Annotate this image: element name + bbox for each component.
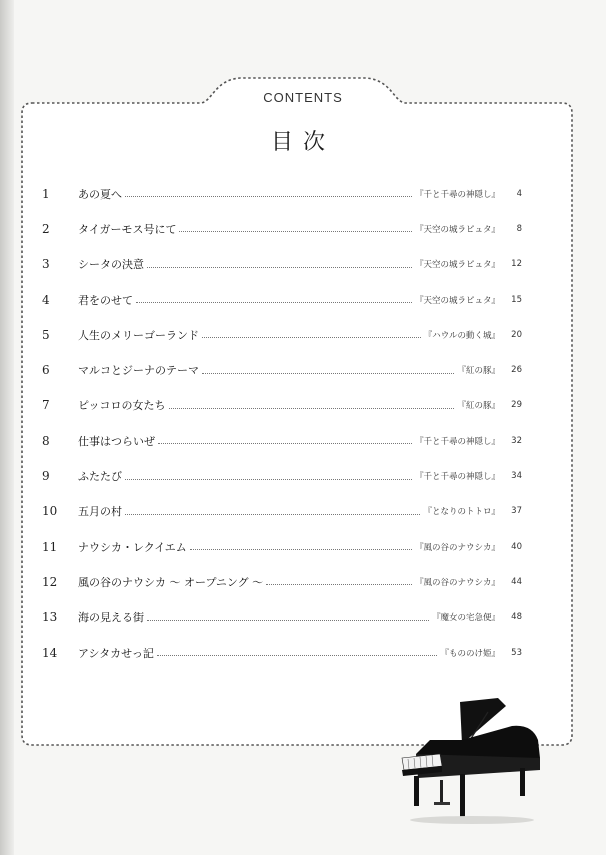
toc-page-number: 4 xyxy=(516,188,522,199)
toc-row-8[interactable] xyxy=(42,423,522,458)
toc-page-number: 12 xyxy=(511,259,522,270)
toc-number: 2 xyxy=(42,221,50,236)
toc-number: 11 xyxy=(42,539,58,554)
table-of-contents xyxy=(42,176,522,670)
toc-song-title: 海の見える街 xyxy=(78,611,144,625)
toc-row-3[interactable] xyxy=(42,247,522,282)
toc-page-number: 15 xyxy=(511,294,522,305)
toc-film-title: 『千と千尋の神隠し』 xyxy=(414,436,500,447)
toc-song-title: ふたたび xyxy=(78,470,122,484)
toc-row-12[interactable] xyxy=(42,564,522,599)
toc-row-7[interactable] xyxy=(42,388,522,423)
toc-film-title: 『風の谷のナウシカ』 xyxy=(414,542,500,553)
toc-dot-leader xyxy=(147,267,412,268)
toc-row-13[interactable] xyxy=(42,600,522,635)
toc-film-title: 『紅の豚』 xyxy=(457,401,500,412)
toc-film-title: 『もののけ姫』 xyxy=(440,648,500,659)
toc-song-title: 風の谷のナウシカ ～ オープニング ～ xyxy=(78,575,264,589)
toc-page-number: 44 xyxy=(511,576,522,587)
toc-number: 10 xyxy=(42,504,58,519)
toc-row-9[interactable] xyxy=(42,458,522,493)
toc-row-5[interactable] xyxy=(42,317,522,352)
toc-number: 7 xyxy=(42,398,50,413)
toc-dot-leader xyxy=(179,231,412,232)
toc-number: 12 xyxy=(42,574,58,589)
toc-page-number: 29 xyxy=(511,400,522,411)
toc-number: 8 xyxy=(42,433,50,448)
toc-dot-leader xyxy=(125,196,412,197)
toc-dot-leader xyxy=(125,514,420,515)
toc-row-10[interactable] xyxy=(42,494,522,529)
toc-row-4[interactable] xyxy=(42,282,522,317)
toc-song-title: タイガーモス号にて xyxy=(78,222,177,236)
toc-number: 14 xyxy=(42,645,58,660)
toc-page-number: 40 xyxy=(511,541,522,552)
toc-dot-leader xyxy=(202,373,454,374)
toc-film-title: 『となりのトトロ』 xyxy=(423,507,500,518)
toc-row-6[interactable] xyxy=(42,352,522,387)
toc-dot-leader xyxy=(169,408,455,409)
toc-number: 4 xyxy=(42,292,50,307)
toc-film-title: 『天空の城ラピュタ』 xyxy=(414,224,500,235)
toc-song-title: あの夏へ xyxy=(78,187,122,201)
toc-song-title: アシタカせっ記 xyxy=(78,646,154,660)
toc-film-title: 『天空の城ラピュタ』 xyxy=(414,260,500,271)
toc-song-title: ナウシカ・レクイエム xyxy=(78,540,187,554)
toc-row-11[interactable] xyxy=(42,529,522,564)
toc-dot-leader xyxy=(266,584,412,585)
toc-song-title: ピッコロの女たち xyxy=(78,399,166,413)
toc-number: 6 xyxy=(42,363,50,378)
toc-song-title: 君をのせて xyxy=(78,293,133,307)
toc-page-number: 53 xyxy=(511,647,522,658)
toc-dot-leader xyxy=(202,337,421,338)
toc-dot-leader xyxy=(147,620,429,621)
toc-row-14[interactable] xyxy=(42,635,522,670)
toc-film-title: 『天空の城ラピュタ』 xyxy=(414,295,500,306)
toc-number: 13 xyxy=(42,610,58,625)
toc-dot-leader xyxy=(158,443,412,444)
toc-film-title: 『千と千尋の神隠し』 xyxy=(414,472,500,483)
toc-song-title: 人生のメリーゴーランド xyxy=(78,328,199,342)
toc-song-title: シータの決意 xyxy=(78,258,144,272)
toc-page-number: 20 xyxy=(511,329,522,340)
toc-song-title: マルコとジーナのテーマ xyxy=(78,364,199,378)
toc-page-number: 48 xyxy=(511,612,522,623)
toc-page-number: 34 xyxy=(511,471,522,482)
toc-song-title: 五月の村 xyxy=(78,505,122,519)
toc-dot-leader xyxy=(136,302,412,303)
toc-film-title: 『風の谷のナウシカ』 xyxy=(414,577,500,588)
toc-dot-leader xyxy=(157,655,438,656)
toc-row-1[interactable] xyxy=(42,176,522,211)
toc-number: 1 xyxy=(42,186,50,201)
toc-film-title: 『ハウルの動く城』 xyxy=(423,330,500,341)
toc-film-title: 『千と千尋の神隠し』 xyxy=(414,189,500,200)
contents-label: CONTENTS xyxy=(263,90,343,105)
toc-page-number: 37 xyxy=(511,506,522,517)
toc-film-title: 『紅の豚』 xyxy=(457,366,500,377)
page-title: 目次 xyxy=(270,130,335,155)
toc-song-title: 仕事はつらいぜ xyxy=(78,434,155,448)
toc-number: 9 xyxy=(42,469,50,484)
toc-dot-leader xyxy=(125,479,412,480)
toc-number: 5 xyxy=(42,327,50,342)
toc-film-title: 『魔女の宅急便』 xyxy=(431,613,500,624)
toc-dot-leader xyxy=(190,549,412,550)
toc-page-number: 26 xyxy=(511,365,522,376)
toc-page-number: 32 xyxy=(511,435,522,446)
toc-number: 3 xyxy=(42,257,50,272)
toc-row-2[interactable] xyxy=(42,211,522,246)
toc-page-number: 8 xyxy=(516,223,522,234)
grand-piano-icon xyxy=(400,696,560,826)
